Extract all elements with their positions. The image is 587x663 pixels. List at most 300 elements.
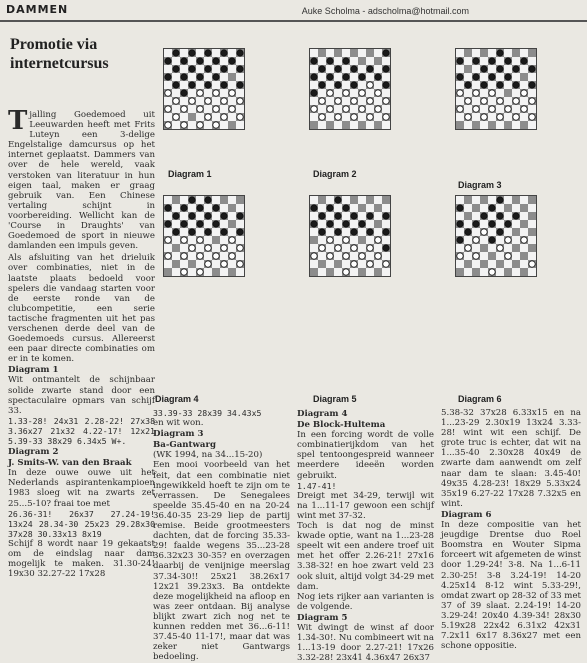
board-square [318, 260, 326, 268]
board-square [204, 268, 212, 276]
black-piece [497, 50, 503, 56]
board-square [528, 121, 536, 129]
white-piece [383, 114, 389, 120]
column-text: In deze compositie van het jeugdige Drentse duo Roel Boomstra en Wouter Sipma forceert wit afgemeten de winst door 1.29-24! 3-8. Na 1...6-11 2.30-25! 3-8 3.24-19! 14-20 4.25x14 8-12 wint 5.33-29!, omdat zwart op 28-32 of 33 met 37 of 39 slaat. 2.24-19! 14-20 3.29-24! 20x40 4.39-34! 28x30 5.19x28 22x42 6.31x2 42x31 7.2x11 6x17 8.36x27 met een schone oppositie. [441, 520, 581, 652]
black-piece [311, 74, 317, 80]
board-square [504, 228, 512, 236]
white-piece [181, 237, 187, 243]
board-square [326, 260, 334, 268]
board-square [228, 260, 236, 268]
board-square [520, 244, 528, 252]
board-square [326, 113, 334, 121]
white-piece [173, 114, 179, 120]
board-square [480, 49, 488, 57]
board-square [382, 204, 390, 212]
black-piece [189, 229, 195, 235]
white-piece [197, 106, 203, 112]
move-notation: 33.39-33 28x39 34.43x5 [153, 408, 262, 418]
board-square [236, 196, 244, 204]
board-square [188, 113, 196, 121]
board-square [220, 268, 228, 276]
board-square [520, 204, 528, 212]
board-square [382, 220, 390, 228]
board-square [520, 220, 528, 228]
board-square [212, 236, 220, 244]
black-piece [327, 205, 333, 211]
board-square [366, 220, 374, 228]
board-square [382, 89, 390, 97]
board-square [520, 228, 528, 236]
black-piece [351, 82, 357, 88]
white-piece [181, 122, 187, 128]
board-square [496, 252, 504, 260]
board-square [188, 220, 196, 228]
white-piece [529, 114, 535, 120]
white-piece [489, 106, 495, 112]
board-square [528, 268, 536, 276]
board-square [496, 220, 504, 228]
board-square [464, 268, 472, 276]
board-square [480, 105, 488, 113]
board-square [520, 73, 528, 81]
board-square [488, 113, 496, 121]
black-piece [327, 58, 333, 64]
board-square [472, 113, 480, 121]
white-piece [197, 253, 203, 259]
board-square [188, 57, 196, 65]
board-square [164, 49, 172, 57]
black-piece [497, 213, 503, 219]
white-piece [375, 253, 381, 259]
board-square [488, 244, 496, 252]
board-square [236, 220, 244, 228]
board-square [204, 57, 212, 65]
board-square [512, 57, 520, 65]
board-square [520, 196, 528, 204]
column-text: Schijf 8 wordt naar 19 gekaatst om de eindslag naar dam mogelijk te maken. 31.30-24! 19x30 32.27-22 17x28 [8, 538, 155, 580]
board-square [472, 196, 480, 204]
board-square [212, 260, 220, 268]
white-piece [521, 106, 527, 112]
white-piece [359, 253, 365, 259]
column-text: Wit dwingt de winst af door 1.34-30!. Nu combineert wit na 1...13-19 door 2.27-21! 17x26 3.32-28! 23x41 4.36x47 26x37 [297, 622, 435, 663]
board-square [350, 49, 358, 57]
white-piece [165, 106, 171, 112]
board-square [196, 228, 204, 236]
board-square [334, 49, 342, 57]
white-piece [521, 237, 527, 243]
column-1 [8, 365, 155, 579]
board-square [204, 236, 212, 244]
black-piece [237, 50, 243, 56]
board-square [310, 244, 318, 252]
white-piece [513, 114, 519, 120]
board-square [520, 252, 528, 260]
board-square [196, 97, 204, 105]
black-piece [173, 82, 179, 88]
board-square [464, 236, 472, 244]
black-piece [189, 213, 195, 219]
white-piece [181, 269, 187, 275]
white-piece [343, 90, 349, 96]
black-piece [221, 50, 227, 56]
white-piece [367, 82, 373, 88]
board-square [212, 244, 220, 252]
board-square [318, 220, 326, 228]
board-square [496, 121, 504, 129]
board-square [196, 212, 204, 220]
white-piece [359, 106, 365, 112]
board-square [342, 212, 350, 220]
board-square [342, 121, 350, 129]
board-square [188, 89, 196, 97]
board-square [334, 89, 342, 97]
board-square [350, 268, 358, 276]
board-square [528, 244, 536, 252]
intro-paragraph [8, 106, 155, 252]
board-square [374, 65, 382, 73]
black-piece [465, 82, 471, 88]
board-square [504, 260, 512, 268]
board-square [488, 260, 496, 268]
board-square [374, 260, 382, 268]
board-square [528, 196, 536, 204]
column-heading: Diagram 2 [8, 447, 59, 458]
board-square [488, 196, 496, 204]
board-square [318, 252, 326, 260]
board-square [196, 49, 204, 57]
board-square [528, 73, 536, 81]
board-square [480, 57, 488, 65]
board-square [318, 196, 326, 204]
board-square [512, 121, 520, 129]
column-text: In deze ouwe ouwe uit het Nederlands aspirantenkampioen 1983 sloeg wit na zwarts zet 25...5-10? fraai toe met [8, 468, 155, 509]
board-square [366, 196, 374, 204]
board-square [504, 65, 512, 73]
board-square [204, 73, 212, 81]
board-square [374, 97, 382, 105]
black-piece [319, 229, 325, 235]
board-square [472, 65, 480, 73]
board-square [172, 244, 180, 252]
black-piece [181, 205, 187, 211]
white-piece [327, 253, 333, 259]
black-piece [311, 221, 317, 227]
board-square [180, 212, 188, 220]
black-piece [359, 74, 365, 80]
board-square [334, 57, 342, 65]
white-piece [343, 106, 349, 112]
board-square [496, 236, 504, 244]
black-piece [529, 66, 535, 72]
column-heading: Diagram 3 [153, 429, 204, 440]
board-square [366, 268, 374, 276]
board-square [480, 268, 488, 276]
board-square [512, 204, 520, 212]
board-square [358, 228, 366, 236]
diagram-4-board [163, 195, 245, 277]
board-square [464, 65, 472, 73]
diagram-5-caption: Diagram 5 [313, 394, 357, 404]
board-square [488, 97, 496, 105]
board-square [480, 121, 488, 129]
board-square [212, 81, 220, 89]
board-square [326, 196, 334, 204]
black-piece [311, 205, 317, 211]
board-square [236, 204, 244, 212]
board-square [464, 260, 472, 268]
white-piece [473, 237, 479, 243]
black-piece [375, 74, 381, 80]
black-piece [513, 82, 519, 88]
board-square [228, 204, 236, 212]
white-piece [221, 245, 227, 251]
board-square [456, 212, 464, 220]
white-piece [311, 106, 317, 112]
black-piece [489, 74, 495, 80]
board-square [464, 220, 472, 228]
board-square [196, 65, 204, 73]
board-square [464, 49, 472, 57]
black-piece [481, 213, 487, 219]
board-square [528, 105, 536, 113]
black-piece [383, 213, 389, 219]
board-square [228, 212, 236, 220]
board-square [212, 97, 220, 105]
board-square [342, 65, 350, 73]
board-square [342, 81, 350, 89]
board-square [326, 81, 334, 89]
board-square [358, 236, 366, 244]
black-piece [383, 50, 389, 56]
white-piece [311, 253, 317, 259]
board-square [310, 81, 318, 89]
board-square [374, 57, 382, 65]
board-square [228, 81, 236, 89]
black-piece [513, 66, 519, 72]
board-square [350, 252, 358, 260]
board-square [342, 244, 350, 252]
column-text: In een forcing wordt de volle combinatierijkdom van het spel tentoongespreid wanneer meerdere ideeën worden gebruikt. [297, 430, 434, 481]
board-square [326, 49, 334, 57]
board-square [512, 49, 520, 57]
board-square [310, 212, 318, 220]
board-square [456, 65, 464, 73]
board-square [456, 268, 464, 276]
column-heading: J. Smits-W. van den Braak [8, 458, 132, 469]
black-piece [505, 74, 511, 80]
intro-paragraph-2: Als afsluiting van het drieluik over combinaties, niet in de laatste plaats bedoeld voor spelers die vandaag starten voor de eerste ronde van de clubcompetitie, een serie tactische fragmenten uit het pas verschenen derde deel van de Goedemoeds cursus. Allereerst een paar directe combinaties om er in te komen. [8, 253, 155, 365]
black-piece [497, 82, 503, 88]
white-piece [319, 98, 325, 104]
board-square [310, 113, 318, 121]
board-square [358, 260, 366, 268]
board-square [358, 65, 366, 73]
black-piece [383, 229, 389, 235]
board-square [472, 81, 480, 89]
board-square [504, 212, 512, 220]
board-square [488, 81, 496, 89]
board-square [512, 244, 520, 252]
board-square [318, 89, 326, 97]
black-piece [343, 58, 349, 64]
board-square [236, 236, 244, 244]
board-square [236, 57, 244, 65]
black-piece [489, 221, 495, 227]
black-piece [335, 213, 341, 219]
white-piece [205, 114, 211, 120]
white-piece [327, 90, 333, 96]
black-piece [481, 82, 487, 88]
board-square [520, 81, 528, 89]
white-piece [465, 245, 471, 251]
board-square [334, 236, 342, 244]
board-square [358, 196, 366, 204]
board-square [220, 252, 228, 260]
intro-text: jalling Goedemoed uit Leeuwarden heeft met Frits Luteyn een 3-delige Engelstalige damcursus op het internet geplaatst. Dammers van over de hele wereld, vaak verstoken van literatuur in hun eigen taal, maken er graag gebruik van. Een Chinese vertaling schijnt in voorbereiding. Wellicht kan de 'Course in Draughts' van Goedemoed de sport in nieuwe damlanden een impuls geven. [8, 110, 155, 252]
white-piece [229, 90, 235, 96]
board-square [504, 113, 512, 121]
board-square [204, 89, 212, 97]
board-square [496, 89, 504, 97]
diagram-6-caption: Diagram 6 [458, 394, 502, 404]
black-piece [181, 221, 187, 227]
black-piece [205, 197, 211, 203]
board-square [188, 121, 196, 129]
board-square [520, 113, 528, 121]
board-square [366, 204, 374, 212]
white-piece [229, 106, 235, 112]
board-square [204, 105, 212, 113]
board-square [350, 121, 358, 129]
board-square [342, 97, 350, 105]
board-square [220, 105, 228, 113]
board-square [528, 220, 536, 228]
board-square [334, 204, 342, 212]
white-piece [335, 245, 341, 251]
board-square [172, 204, 180, 212]
board-square [326, 97, 334, 105]
white-piece [343, 237, 349, 243]
black-piece [457, 205, 463, 211]
board-square [236, 105, 244, 113]
board-square [236, 89, 244, 97]
board-square [228, 121, 236, 129]
board-square [326, 244, 334, 252]
black-piece [189, 66, 195, 72]
board-square [342, 113, 350, 121]
board-square [326, 65, 334, 73]
black-piece [367, 229, 373, 235]
black-piece [359, 221, 365, 227]
board-square [212, 228, 220, 236]
board-square [172, 268, 180, 276]
board-square [366, 49, 374, 57]
board-square [374, 268, 382, 276]
board-square [196, 260, 204, 268]
board-square [480, 220, 488, 228]
board-square [504, 89, 512, 97]
board-square [480, 89, 488, 97]
black-piece [205, 213, 211, 219]
white-piece [213, 106, 219, 112]
board-square [374, 228, 382, 236]
diagram-5-board [309, 195, 391, 277]
board-square [318, 49, 326, 57]
board-square [358, 121, 366, 129]
black-piece [173, 66, 179, 72]
white-piece [229, 237, 235, 243]
board-square [382, 252, 390, 260]
board-square [310, 236, 318, 244]
black-piece [521, 58, 527, 64]
black-piece [497, 197, 503, 203]
board-square [472, 260, 480, 268]
board-square [172, 121, 180, 129]
board-square [350, 236, 358, 244]
board-square [480, 252, 488, 260]
black-piece [237, 82, 243, 88]
board-square [164, 244, 172, 252]
board-square [236, 252, 244, 260]
board-square [310, 196, 318, 204]
black-piece [311, 90, 317, 96]
board-square [310, 49, 318, 57]
white-piece [375, 237, 381, 243]
white-piece [367, 114, 373, 120]
board-square [366, 89, 374, 97]
black-piece [457, 237, 463, 243]
author-email: Auke Scholma - adscholma@hotmail.com [301, 6, 469, 16]
board-square [350, 220, 358, 228]
board-square [488, 212, 496, 220]
black-piece [351, 213, 357, 219]
black-piece [197, 58, 203, 64]
black-piece [173, 229, 179, 235]
white-piece [213, 90, 219, 96]
black-piece [197, 205, 203, 211]
column-text: (WK 1994, na 34...15-20) [153, 450, 263, 461]
black-piece [237, 213, 243, 219]
black-piece [505, 58, 511, 64]
white-piece [367, 261, 373, 267]
board-square [180, 260, 188, 268]
white-piece [367, 98, 373, 104]
board-square [504, 196, 512, 204]
intro-column [8, 106, 155, 580]
board-square [358, 268, 366, 276]
board-square [228, 73, 236, 81]
board-square [496, 204, 504, 212]
board-square [480, 260, 488, 268]
diagram-4-caption: Diagram 4 [155, 394, 199, 404]
masthead [0, 0, 587, 20]
board-square [196, 196, 204, 204]
board-square [318, 121, 326, 129]
white-piece [327, 237, 333, 243]
diagram-1-board [163, 48, 245, 130]
white-piece [351, 98, 357, 104]
board-square [456, 113, 464, 121]
board-square [358, 57, 366, 65]
board-square [180, 81, 188, 89]
black-piece [351, 66, 357, 72]
board-square [228, 97, 236, 105]
board-square [504, 49, 512, 57]
board-square [196, 113, 204, 121]
board-square [204, 121, 212, 129]
board-square [326, 228, 334, 236]
